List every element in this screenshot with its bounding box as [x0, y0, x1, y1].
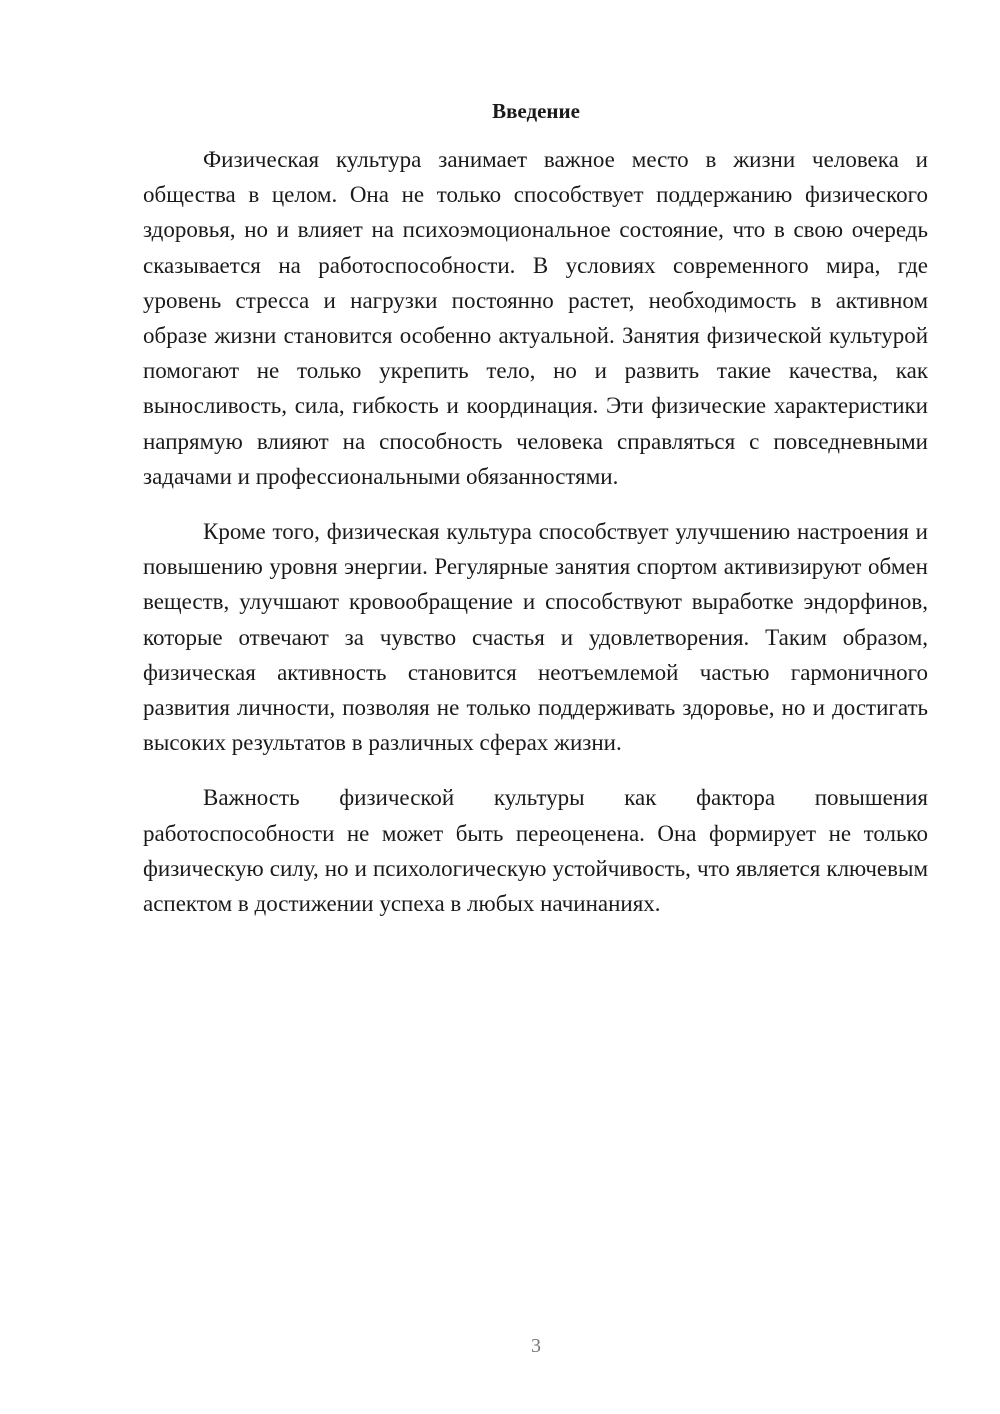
paragraph-3: Важность физической культуры как фактора повышения работоспособности не может быть переоценена. Она формирует не только физическую силу, но и психологическую устойчивость, что является ключевым аспектом в достижении успеха в любых начинаниях. — [143, 785, 928, 917]
page-number: 3 — [531, 1335, 541, 1357]
body-text — [143, 142, 928, 941]
paragraph-1: Физическая культура занимает важное место в жизни человека и общества в целом. Она не только способствует поддержанию физического здоровья, но и влияет на психоэмоциональное состояние, что в свою очередь сказывается на работоспособности. В условиях современного мира, где уровень стресса и нагрузки постоянно растет, необходимость в активном образе жизни становится особенно актуальной. Занятия физической культурой помогают не только укрепить тело, но и развить такие качества, как выносливость, сила, гибкость и координация. Эти физические характеристики напрямую влияют на способность человека справляться с повседневными задачами и профессиональными обязанностями. — [143, 147, 928, 489]
paragraph-2: Кроме того, физическая культура способствует улучшению настроения и повышению уровня энергии. Регулярные занятия спортом активизируют обмен веществ, улучшают кровообращение и способствуют выработке эндорфинов, которые отвечают за чувство счастья и удовлетворения. Таким образом, физическая активность становится неотъемлемой частью гармоничного развития личности, позволяя не только поддерживать здоровье, но и достигать высоких результатов в различных сферах жизни. — [143, 519, 928, 756]
page-title: Введение — [492, 99, 580, 123]
